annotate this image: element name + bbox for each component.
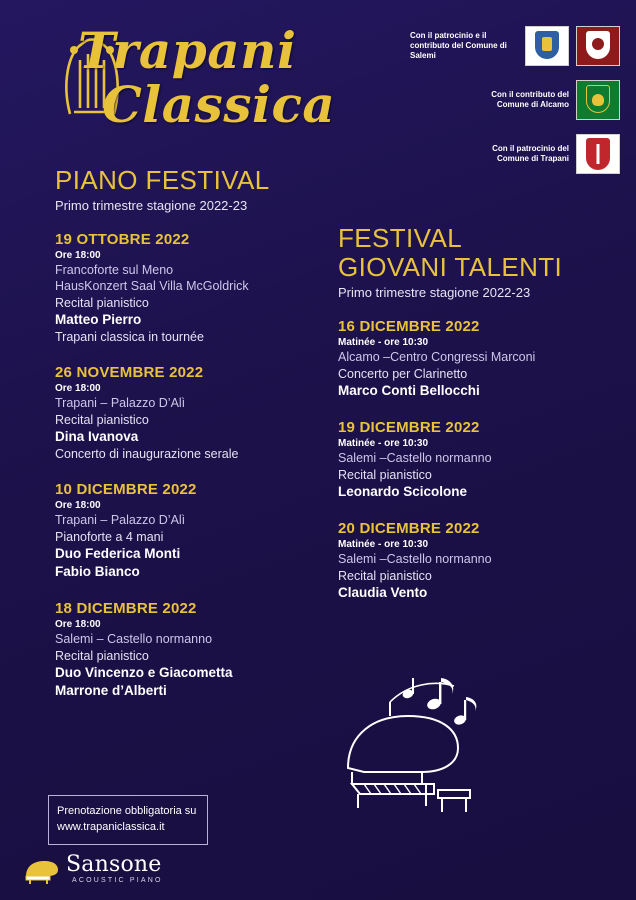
brand-logo: [52, 18, 352, 138]
event-artist: Duo Vincenzo e Giacometta: [55, 664, 233, 680]
logo-line-1: Trapani: [78, 21, 297, 80]
sponsor-logo: [24, 852, 244, 892]
event-time: Ore 18:00: [55, 618, 101, 630]
giovani-talenti-column: [338, 224, 600, 621]
event-venue-line-1: Francoforte sul Meno: [55, 263, 174, 278]
event-artist-secondary: Marrone d’Alberti: [55, 682, 167, 698]
sponsor-tagline: ACOUSTIC PIANO: [72, 877, 163, 884]
event-date: 16 DICEMBRE 2022: [338, 318, 480, 336]
event-artist: Marco Conti Bellocchi: [338, 383, 480, 399]
event-date: 19 DICEMBRE 2022: [338, 419, 480, 437]
event-venue-line-1: Salemi – Castello normanno: [55, 631, 213, 646]
event-item: [55, 231, 325, 345]
event-kind: Pianoforte a 4 mani: [55, 529, 164, 544]
piano-festival-column: [55, 166, 325, 719]
event-item: [55, 364, 325, 462]
booking-website[interactable]: www.trapaniclassica.it: [57, 820, 165, 833]
giovani-talenti-events: [338, 318, 600, 602]
event-date: 18 DICEMBRE 2022: [55, 599, 197, 617]
event-date: 19 OTTOBRE 2022: [55, 231, 190, 249]
giovani-talenti-title-line-2: GIOVANI TALENTI: [338, 252, 563, 283]
event-time: Matinée - ore 10:30: [338, 538, 429, 550]
giovani-talenti-subtitle: Primo trimestre stagione 2022-23: [338, 285, 531, 301]
event-artist-secondary: Fabio Bianco: [55, 563, 140, 579]
event-item: [55, 600, 325, 700]
event-venue-line-2: HausKonzert Saal Villa McGoldrick: [55, 278, 249, 293]
event-artist: Duo Federica Monti: [55, 546, 181, 562]
event-venue-line-1: Trapani – Palazzo D’Alì: [55, 395, 186, 410]
event-venue-line-1: Trapani – Palazzo D’Alì: [55, 513, 186, 528]
logo-line-2: Classica: [102, 75, 336, 134]
event-date: 10 DICEMBRE 2022: [55, 481, 197, 499]
event-kind: Recital pianistico: [55, 295, 149, 310]
giovani-talenti-title-line-1: FESTIVAL: [338, 223, 463, 253]
salemi-civic-crest-icon: [525, 26, 569, 66]
sponsor-name: Sansone: [66, 852, 162, 877]
patronage-row-salemi: [398, 26, 620, 66]
event-artist: Claudia Vento: [338, 584, 428, 600]
piano-festival-events: [55, 231, 325, 700]
event-time: Matinée - ore 10:30: [338, 438, 429, 450]
event-kind: Recital pianistico: [338, 467, 432, 482]
event-venue-line-1: Alcamo –Centro Congressi Marconi: [338, 350, 536, 365]
booking-box: [48, 795, 208, 845]
piano-festival-title: PIANO FESTIVAL: [55, 165, 270, 195]
event-item: [338, 318, 600, 400]
event-note: Trapani classica in tournée: [55, 329, 204, 344]
patronage-text-salemi: Con il patrocinio e il contributo del Comune di Salemi: [410, 31, 507, 60]
event-date: 26 NOVEMBRE 2022: [55, 363, 204, 381]
event-venue-line-1: Salemi –Castello normanno: [338, 451, 492, 466]
event-kind: Recital pianistico: [338, 568, 432, 583]
event-time: Ore 18:00: [55, 500, 101, 512]
event-note: Concerto di inaugurazione serale: [55, 446, 239, 461]
alcamo-crest-icon: [576, 80, 620, 120]
patronage-block: [398, 26, 620, 188]
booking-line-1: Prenotazione obbligatoria su: [57, 805, 197, 817]
event-kind: Recital pianistico: [55, 648, 149, 663]
event-item: [338, 520, 600, 602]
event-time: Matinée - ore 10:30: [338, 337, 429, 349]
event-time: Ore 18:00: [55, 382, 101, 394]
event-artist: Matteo Pierro: [55, 311, 142, 327]
event-artist: Dina Ivanova: [55, 428, 139, 444]
event-venue-line-1: Salemi –Castello normanno: [338, 551, 492, 566]
event-item: [55, 481, 325, 581]
logo-wordmark: [78, 21, 368, 134]
trapani-crest-icon: [576, 134, 620, 174]
event-time: Ore 18:00: [55, 250, 101, 262]
event-kind: Recital pianistico: [55, 412, 149, 427]
patronage-text-alcamo: Con il contributo del Comune di Alcamo: [491, 90, 569, 109]
salemi-red-crest-icon: [576, 26, 620, 66]
event-item: [338, 419, 600, 501]
patronage-row-alcamo: [398, 80, 620, 120]
piano-festival-subtitle: Primo trimestre stagione 2022-23: [55, 198, 248, 214]
patronage-row-trapani: [398, 134, 620, 174]
grand-piano-with-notes-icon: [330, 672, 485, 822]
event-date: 20 DICEMBRE 2022: [338, 519, 480, 537]
patronage-text-trapani: Con il patrocinio del Comune di Trapani: [492, 144, 569, 163]
grand-piano-icon: [24, 858, 60, 884]
event-artist: Leonardo Scicolone: [338, 484, 468, 500]
event-kind: Concerto per Clarinetto: [338, 366, 468, 381]
